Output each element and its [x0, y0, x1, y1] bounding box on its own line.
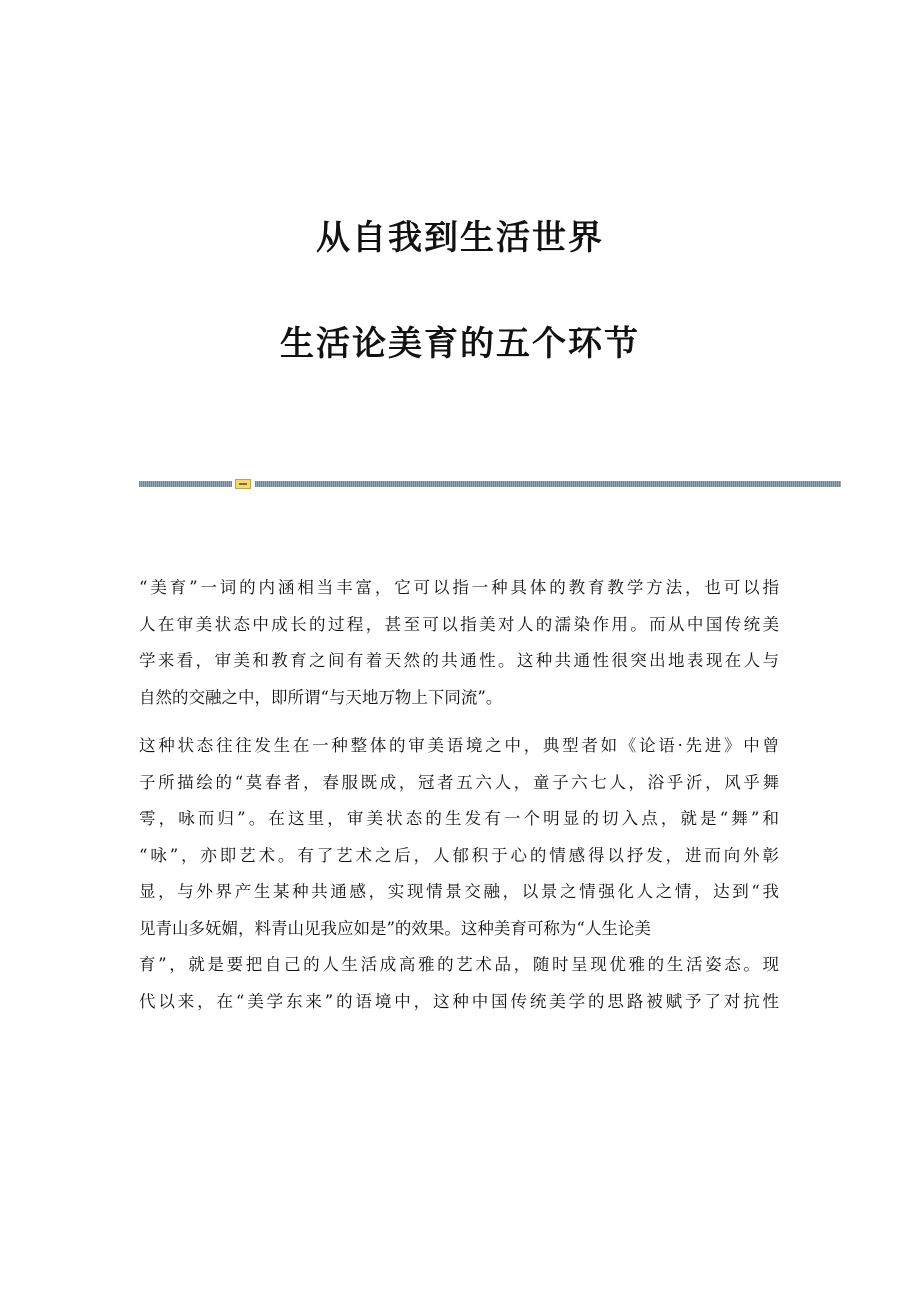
ornament-icon — [235, 479, 251, 489]
text-line: 代以来，在“美学东来”的语境中，这种中国传统美学的思路被赋予了对抗性 — [139, 991, 779, 1011]
text-line: 雩，咏而归”。在这里，审美状态的生发有一个明显的切入点，就是“舞”和 — [139, 809, 779, 828]
text-line: 人在审美状态中成长的过程，甚至可以指美对人的濡染作用。而从中国传统美 — [139, 614, 779, 634]
text-line: 自然的交融之中，即所谓“与天地万物上下同流”。 — [139, 687, 503, 707]
text-line: 这种状态往往发生在一种整体的审美语境之中，典型者如《论语·先进》中曾 — [139, 736, 779, 755]
divider-bar-right — [255, 481, 841, 487]
decorative-divider — [139, 479, 841, 489]
document-body — [139, 570, 779, 1032]
text-line: “咏”，亦即艺术。有了艺术之后，人郁积于心的情感得以抒发，进而向外彰 — [139, 845, 779, 865]
paragraph-1 — [139, 570, 779, 716]
document-title — [0, 212, 920, 370]
divider-bar-left — [139, 481, 232, 487]
text-line: 见青山多妩媚，料青山见我应如是”的效果。这种美育可称为“人生论美 — [139, 918, 651, 938]
ornament-icon-detail — [239, 483, 247, 485]
text-line: 学来看，审美和教育之间有着天然的共通性。这种共通性很突出地表现在人与 — [139, 651, 779, 670]
text-line: 显，与外界产生某种共通感，实现情景交融，以景之情强化人之情，达到“我 — [139, 882, 779, 901]
text-line: 子所描绘的“莫春者，春服既成，冠者五六人，童子六七人，浴乎沂，风乎舞 — [139, 772, 779, 792]
text-line: “美育”一词的内涵相当丰富，它可以指一种具体的教育教学方法，也可以指 — [139, 578, 779, 597]
text-line: 育”，就是要把自己的人生活成高雅的艺术品，随时呈现优雅的生活姿态。现 — [139, 955, 779, 974]
title-line-1: 从自我到生活世界 — [316, 218, 604, 258]
paragraph-2 — [139, 728, 779, 1020]
title-line-2: 生活论美育的五个环节 — [280, 324, 640, 364]
